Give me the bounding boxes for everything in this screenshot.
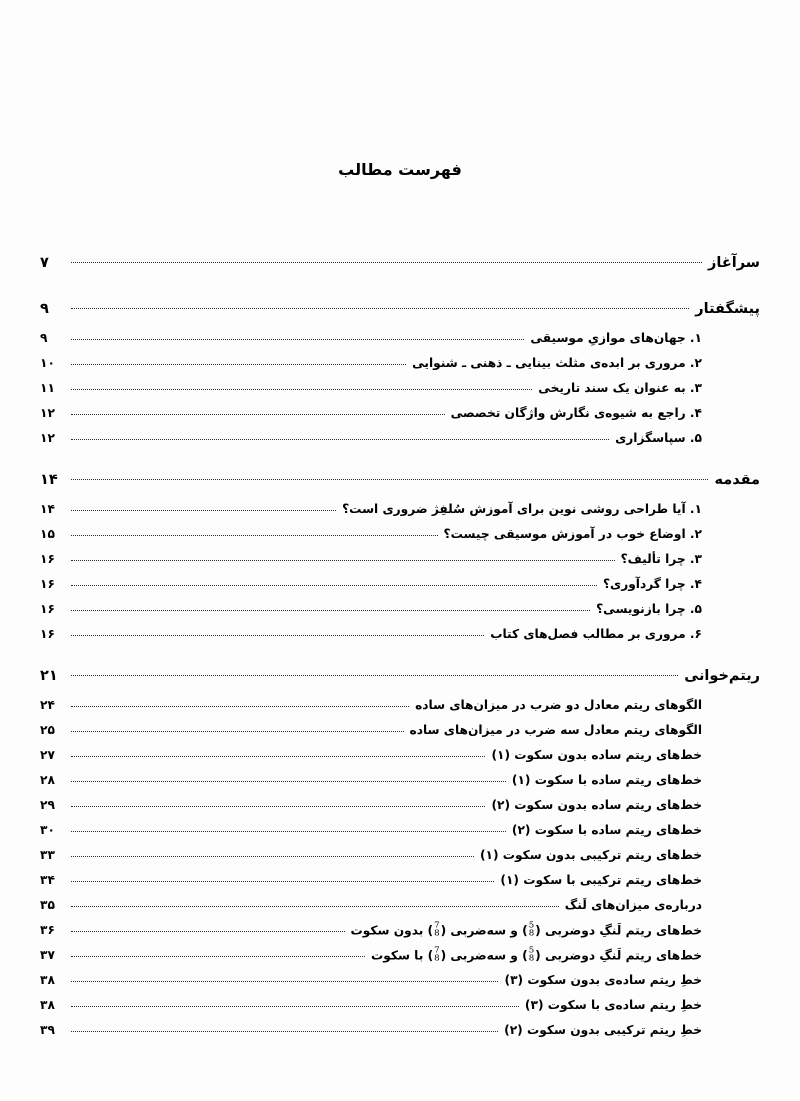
- toc-dot-leader: [71, 252, 702, 267]
- toc-dot-leader: [71, 872, 494, 884]
- toc-section: [40, 298, 760, 455]
- toc-page-number: ۱۴: [40, 471, 58, 488]
- time-signature-fraction: [529, 922, 534, 938]
- toc-page-number: ۱۲: [40, 406, 55, 421]
- fraction-denominator: 8: [528, 928, 535, 939]
- fraction-numerator: 5: [528, 945, 535, 956]
- toc-page-number: ۱۱: [40, 381, 55, 396]
- toc-page-number: ۳۹: [40, 1023, 55, 1038]
- toc-entry-label: ۲. اوضاع خوب در آموزش موسیقی چیست؟: [443, 527, 702, 542]
- toc-page-number: ۱۰: [40, 356, 55, 371]
- toc-dot-leader: [71, 747, 485, 759]
- toc-entry-label: ۵. چرا بازنویسی؟: [596, 602, 702, 617]
- toc-page-number: ۱۶: [40, 552, 55, 567]
- toc-entry-label: ۶. مروری بر مطالب فصل‌های کتاب: [490, 627, 702, 642]
- toc-page-number: ۲۷: [40, 748, 55, 763]
- toc-page-number: ۲۸: [40, 773, 55, 788]
- toc-dot-leader: [71, 298, 689, 313]
- toc-page-number: ۳۳: [40, 848, 55, 863]
- toc-dot-leader: [71, 665, 678, 680]
- toc-section: [40, 665, 760, 1047]
- toc-entry-label: خطِ ریتم ساده‌ی بدون سکوت (۳): [504, 973, 702, 988]
- toc-entry-sub[interactable]: [40, 601, 760, 626]
- toc-dot-leader: [71, 405, 445, 417]
- toc-entry-sub[interactable]: [40, 697, 760, 722]
- toc-entry-label: الگوهای ریتم معادل سه ضرب در میزان‌های ساده: [409, 723, 702, 738]
- fraction-denominator: 8: [434, 953, 440, 964]
- toc-dot-leader: [71, 430, 609, 442]
- toc-page-number: ۳۰: [40, 823, 55, 838]
- toc-entry-label: خطِ ریتم ترکیبی بدون سکوت (۲): [504, 1023, 702, 1038]
- toc-entry-label: خطِ ریتم ساده‌ی با سکوت (۳): [524, 998, 702, 1013]
- toc-dot-leader: [71, 922, 345, 934]
- toc-entry-label: ۳. چرا تألیف؟: [620, 552, 702, 567]
- toc-page-number: ۳۸: [40, 998, 55, 1013]
- toc-entry-label: خط‌های ریتم ساده بدون سکوت (۱): [491, 748, 702, 763]
- toc-page-number: ۲۴: [40, 698, 55, 713]
- toc-entry-label: ریتم‌خوانی: [684, 667, 760, 684]
- toc-entry-label: خط‌های ریتم ساده با سکوت (۱): [511, 773, 702, 788]
- toc-dot-leader: [71, 380, 532, 392]
- fraction-denominator: 8: [434, 928, 440, 939]
- toc-entry-sub[interactable]: [40, 922, 760, 947]
- toc-page-number: ۱۴: [40, 502, 55, 517]
- toc-entry-label: ۴. راجع به شیوه‌ی نگارش واژگان تخصصی: [450, 406, 702, 421]
- toc-dot-leader: [71, 330, 524, 342]
- toc-page-number: ۲۱: [40, 667, 58, 684]
- toc-entry-sub[interactable]: [40, 405, 760, 430]
- toc-entry-label: خط‌های ریتم ساده بدون سکوت (۲): [491, 798, 702, 813]
- toc-page-number: ۳۷: [40, 948, 55, 963]
- toc-entry-main[interactable]: [40, 252, 760, 284]
- toc-entry-label: مقدمه: [714, 471, 760, 488]
- toc-page-number: ۳۶: [40, 923, 55, 938]
- toc-dot-leader: [71, 697, 409, 709]
- page-title: فهرست مطالب: [338, 160, 462, 179]
- toc-entry-label: خط‌های ریتم لَنگِ دوضربی ( 5 8 ) و سه‌ضربی ( 7 8 ) با سکوت: [370, 945, 702, 964]
- toc-entry-sub[interactable]: [40, 847, 760, 872]
- toc-page-number: ۱۶: [40, 627, 55, 642]
- toc-entry-sub[interactable]: [40, 797, 760, 822]
- toc-page-number: ۱۶: [40, 577, 55, 592]
- toc-entry-label: ۱. جهان‌های موازیِ موسیقی: [530, 331, 702, 346]
- toc-dot-leader: [71, 501, 336, 513]
- toc-entry-main[interactable]: [40, 469, 760, 501]
- toc-entry-sub[interactable]: [40, 822, 760, 847]
- toc-entry-sub[interactable]: [40, 872, 760, 897]
- toc-entry-sub[interactable]: [40, 551, 760, 576]
- toc-entry-main[interactable]: [40, 665, 760, 697]
- toc-entry-sub[interactable]: [40, 897, 760, 922]
- toc-section: [40, 252, 760, 284]
- toc-entry-label: خط‌های ریتم ترکیبی با سکوت (۱): [500, 873, 702, 888]
- toc-entry-label: ۳. به عنوان یک سند تاریخی: [538, 381, 702, 396]
- toc-entry-label: سرآغاز: [708, 254, 760, 271]
- toc-entry-label: ۲. مروری بر ابده‌ی مثلث بینایی ـ ذهنی ـ شنوایی: [412, 356, 702, 371]
- time-signature-fraction: [434, 947, 439, 963]
- toc-dot-leader: [71, 947, 365, 959]
- toc-entry-main[interactable]: [40, 298, 760, 330]
- toc-entry-label: درباره‌ی میزان‌های لَنگ: [564, 898, 702, 913]
- toc-page-number: ۳۴: [40, 873, 55, 888]
- toc-page-number: ۷: [40, 254, 49, 271]
- time-signature-fraction: [529, 947, 534, 963]
- toc-entry-label: ۵. سپاسگزاری: [615, 431, 702, 446]
- toc-section: [40, 469, 760, 651]
- toc-entry-sub[interactable]: [40, 947, 760, 972]
- time-signature-fraction: [434, 922, 439, 938]
- toc-dot-leader: [71, 526, 438, 538]
- fraction-numerator: 7: [434, 945, 440, 956]
- toc-entry-sub[interactable]: [40, 380, 760, 405]
- toc-page-number: ۲۵: [40, 723, 55, 738]
- toc-entry-sub[interactable]: [40, 997, 760, 1022]
- toc-entry-sub[interactable]: [40, 626, 760, 651]
- toc-page-number: ۳۵: [40, 898, 55, 913]
- toc-dot-leader: [71, 576, 597, 588]
- toc-dot-leader: [71, 972, 498, 984]
- table-of-contents: [40, 252, 760, 1047]
- toc-dot-leader: [71, 601, 590, 613]
- toc-entry-label: خط‌های ریتم لَنگِ دوضربی ( 5 8 ) و سه‌ضربی ( 7 8 ) بدون سکوت: [350, 920, 702, 939]
- toc-entry-sub[interactable]: [40, 747, 760, 772]
- fraction-denominator: 8: [528, 953, 535, 964]
- toc-entry-label: ۴. چرا گردآوری؟: [602, 577, 702, 592]
- toc-dot-leader: [71, 822, 506, 834]
- toc-entry-label: خط‌های ریتم ساده با سکوت (۲): [511, 823, 702, 838]
- fraction-numerator: 7: [434, 920, 440, 931]
- toc-entry-sub[interactable]: [40, 330, 760, 355]
- toc-dot-leader: [71, 1022, 498, 1034]
- toc-entry-sub[interactable]: [40, 576, 760, 601]
- toc-dot-leader: [71, 797, 485, 809]
- toc-dot-leader: [71, 551, 615, 563]
- toc-dot-leader: [71, 722, 404, 734]
- toc-entry-label: الگوهای ریتم معادل دو ضرب در میزان‌های ساده: [415, 698, 702, 713]
- toc-page-number: ۳۸: [40, 973, 55, 988]
- toc-page-number: ۱۲: [40, 431, 55, 446]
- toc-entry-sub[interactable]: [40, 501, 760, 526]
- toc-entry-sub[interactable]: [40, 772, 760, 797]
- toc-page-number: ۹: [40, 300, 49, 317]
- toc-entry-label: پیشگفتار: [695, 300, 760, 317]
- toc-entry-sub[interactable]: [40, 355, 760, 380]
- toc-entry-sub[interactable]: [40, 972, 760, 997]
- toc-page-number: ۱۶: [40, 602, 55, 617]
- fraction-numerator: 5: [528, 920, 535, 931]
- toc-entry-sub[interactable]: [40, 526, 760, 551]
- toc-page-number: ۱۵: [40, 527, 55, 542]
- toc-dot-leader: [71, 997, 519, 1009]
- toc-entry-sub[interactable]: [40, 1022, 760, 1047]
- toc-dot-leader: [71, 847, 474, 859]
- toc-entry-sub[interactable]: [40, 430, 760, 455]
- toc-dot-leader: [71, 897, 559, 909]
- toc-entry-label: خط‌های ریتم ترکیبی بدون سکوت (۱): [479, 848, 702, 863]
- toc-dot-leader: [71, 469, 708, 484]
- toc-entry-sub[interactable]: [40, 722, 760, 747]
- toc-dot-leader: [71, 772, 506, 784]
- toc-entry-label: ۱. آیا طراحی روشی نوین برای آموزش سُلفِژ ضروری است؟: [342, 502, 702, 517]
- toc-page-number: ۹: [40, 331, 48, 346]
- toc-page-number: ۲۹: [40, 798, 55, 813]
- toc-dot-leader: [71, 355, 406, 367]
- toc-dot-leader: [71, 626, 484, 638]
